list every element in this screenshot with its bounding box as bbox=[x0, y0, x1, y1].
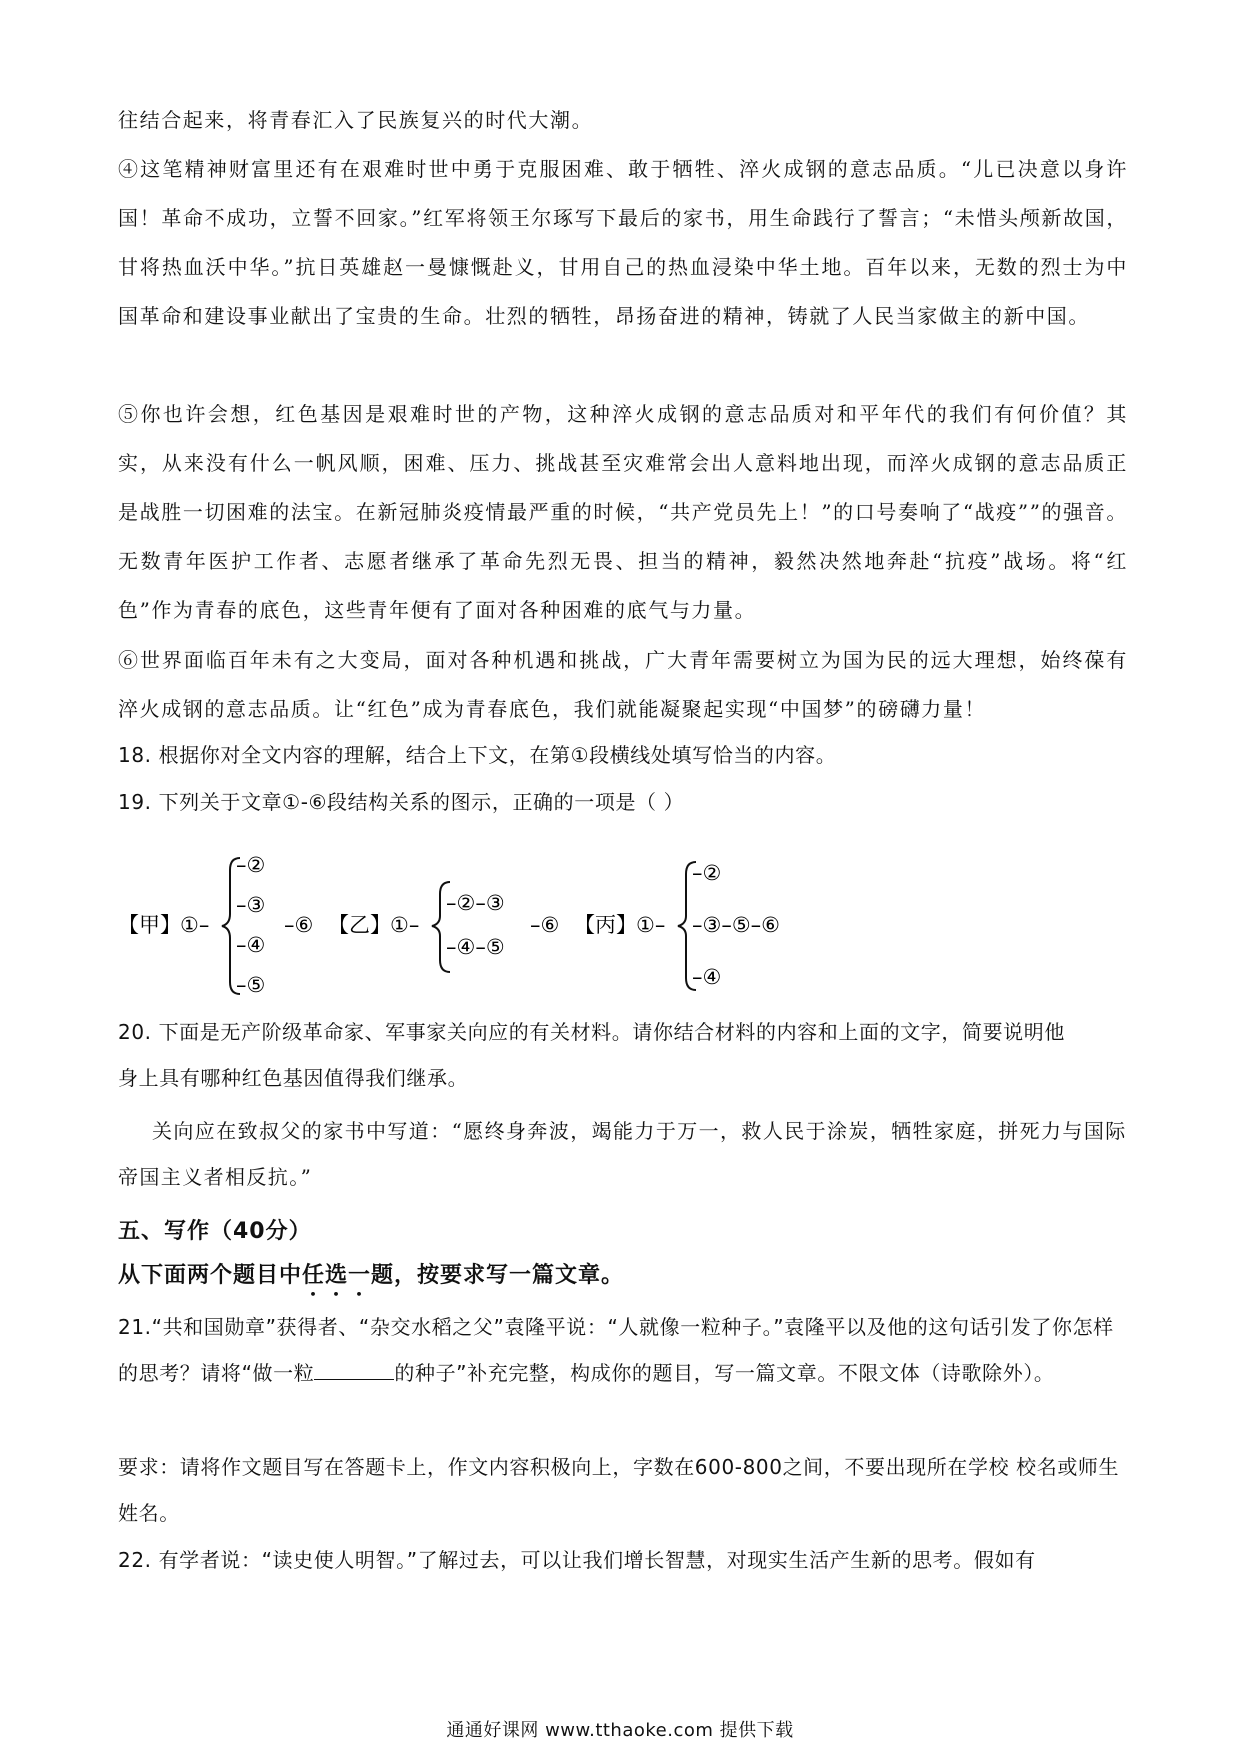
option-jia-branch: –④ bbox=[236, 933, 266, 957]
paragraph-text: ⑥世界面临百年未有之大变局，面对各种机遇和挑战，广大青年需要树立为国为民的远大理想，始终葆有淬火成钢的意志品质。让“红色”成为青春底色，我们就能凝聚起实现“中国梦”的磅礴力量！ bbox=[118, 648, 1128, 721]
question-18: 18. 根据你对全文内容的理解，结合上下文，在第①段横线处填写恰当的内容。 bbox=[118, 743, 837, 767]
option-jia-branch: –⑤ bbox=[236, 973, 266, 997]
option-jia-end: –⑥ bbox=[284, 913, 314, 937]
option-jia-branch: –② bbox=[236, 853, 266, 877]
option-yi-branch: –④–⑤ bbox=[446, 935, 505, 959]
instruction-emphasis: 任选一 bbox=[302, 1263, 372, 1288]
question-19: 19. 下列关于文章①-⑥段结构关系的图示，正确的一项是（ ） bbox=[118, 790, 685, 814]
option-bing-branch: –④ bbox=[692, 965, 722, 989]
option-yi bbox=[328, 882, 559, 972]
question-22: 22. 有学者说：“读史使人明智。”了解过去，可以让我们增长智慧，对现实生活产生新的思考。假如有 bbox=[118, 1548, 1036, 1572]
paragraph-text: 往结合起来，将青春汇入了民族复兴的时代大潮。 bbox=[118, 108, 594, 132]
option-jia bbox=[118, 853, 313, 997]
writing-section-heading: 五、写作（40分） bbox=[118, 1219, 312, 1244]
question-21 bbox=[118, 1304, 1128, 1396]
page-footer: 通通好课网 www.tthaoke.com 提供下载 bbox=[446, 1720, 794, 1741]
structure-diagram bbox=[118, 848, 1128, 1008]
option-jia-branch: –③ bbox=[236, 893, 266, 917]
option-yi-branch: –②–③ bbox=[446, 891, 505, 915]
option-bing-start: ①– bbox=[636, 913, 666, 937]
question-20-material bbox=[118, 1108, 1128, 1200]
writing-instruction bbox=[118, 1258, 624, 1301]
instruction-text: 题，按要求写一篇文章。 bbox=[371, 1263, 625, 1288]
option-yi-label: 【乙】 bbox=[328, 913, 391, 937]
option-yi-start: ①– bbox=[390, 913, 420, 937]
material-quote: 关向应在致叔父的家书中写道：“愿终身奔波，竭能力于万一，救人民于涂炭，牺牲家庭，拼死力与国际帝国主义者相反抗。” bbox=[118, 1119, 1127, 1189]
fill-in-blank bbox=[314, 1361, 394, 1380]
instruction-text: 从下面两个题目中 bbox=[118, 1263, 303, 1288]
option-yi-end: –⑥ bbox=[530, 913, 560, 937]
passage-paragraph-continuation bbox=[118, 96, 1128, 145]
option-bing-branch: –② bbox=[692, 861, 722, 885]
option-bing bbox=[574, 861, 780, 990]
question-20-line2: 身上具有哪种红色基因值得我们继承。 bbox=[118, 1066, 469, 1090]
passage-paragraph-4 bbox=[118, 145, 1128, 341]
passage-paragraph-5 bbox=[118, 390, 1128, 635]
option-jia-label: 【甲】 bbox=[118, 913, 181, 937]
question-21-requirement: 要求：请将作文题目写在答题卡上，作文内容积极向上，字数在600-800之间，不要出现所在学校 校名或师生姓名。 bbox=[118, 1455, 1120, 1525]
paragraph-text: ④这笔精神财富里还有在艰难时世中勇于克服困难、敢于牺牲、淬火成钢的意志品质。“儿已决意以身许国！革命不成功，立誓不回家。”红军将领王尔琢写下最后的家书，用生命践行了誓言；“未惜头颅新故国，甘将热血沃中华。”抗日英雄赵一曼慷慨赴义，甘用自己的热血浸染中华土地。百年以来，无数的烈士为中国革命和建设事业献出了宝贵的生命。壮烈的牺牲，昂扬奋进的精神，铸就了人民当家做主的新中国。 bbox=[118, 157, 1128, 328]
paragraph-text: ⑤你也许会想，红色基因是艰难时世的产物，这种淬火成钢的意志品质对和平年代的我们有何价值？其实，从来没有什么一帆风顺，困难、压力、挑战甚至灾难常会出人意料地出现，而淬火成钢的意志品质正是战胜一切困难的法宝。在新冠肺炎疫情最严重的时候，“共产党员先上！”的口号奏响了“战疫””的强音。无数青年医护工作者、志愿者继承了革命先烈无畏、担当的精神，毅然决然地奔赴“抗疫”战场。将“红色”作为青春的底色，这些青年便有了面对各种困难的底气与力量。 bbox=[118, 402, 1128, 622]
option-bing-label: 【丙】 bbox=[574, 913, 637, 937]
question-21-text: 的种子”补充完整，构成你的题目，写一篇文章。不限文体（诗歌除外）。 bbox=[394, 1361, 1055, 1385]
question-20-line1: 20. 下面是无产阶级革命家、军事家关向应的有关材料。请你结合材料的内容和上面的文字，简要说明他 bbox=[118, 1020, 1065, 1044]
question-21-text: 21.“共和国勋章”获得者、“杂交水稻之父”袁隆平说：“人就像一粒种子。”袁隆平以及他的这句话引发了你怎样的思考？请将“做一粒 bbox=[118, 1315, 1114, 1385]
structure-diagram-svg bbox=[118, 848, 1128, 1008]
option-jia-start: ①– bbox=[180, 913, 210, 937]
passage-paragraph-6 bbox=[118, 636, 1128, 734]
option-bing-branch: –③–⑤–⑥ bbox=[692, 913, 780, 937]
